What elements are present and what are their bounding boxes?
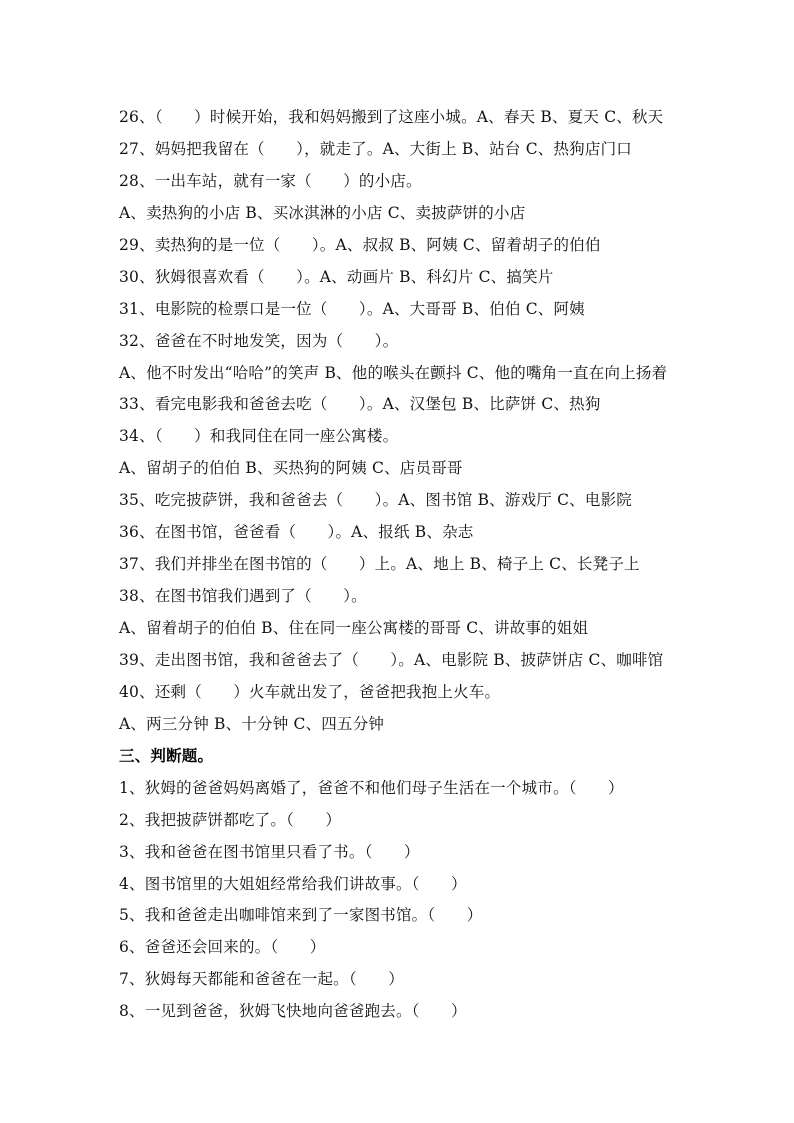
judgment-2: 2、我把披萨饼都吃了。（ ） (119, 810, 342, 829)
worksheet-content (119, 102, 719, 1028)
question-37: 37、我们并排坐在图书馆的（ ）上。A、地上 B、椅子上 C、长凳子上 (119, 555, 640, 574)
question-28-options: A、卖热狗的小店 B、买冰淇淋的小店 C、卖披萨饼的小店 (119, 203, 526, 222)
question-39: 39、走出图书馆，我和爸爸去了（ ）。A、电影院 B、披萨饼店 C、咖啡馆 (119, 650, 664, 669)
question-27: 27、妈妈把我留在（ ），就走了。A、大街上 B、站台 C、热狗店门口 (119, 139, 632, 158)
question-34-options: A、留胡子的伯伯 B、买热狗的阿姨 C、店员哥哥 (119, 459, 463, 478)
question-35: 35、吃完披萨饼，我和爸爸去（ ）。A、图书馆 B、游戏厅 C、电影院 (119, 491, 632, 510)
judgment-6: 6、爸爸还会回来的。（ ） (119, 938, 326, 957)
question-38-options: A、留着胡子的伯伯 B、住在同一座公寓楼的哥哥 C、讲故事的姐姐 (119, 619, 589, 637)
question-38: 38、在图书馆我们遇到了（ ）。 (119, 587, 367, 606)
judgment-8: 8、一见到爸爸，狄姆飞快地向爸爸跑去。（ ） (119, 1002, 467, 1021)
judgment-4: 4、图书馆里的大姐姐经常给我们讲故事。（ ） (119, 874, 467, 893)
judgment-1: 1、狄姆的爸爸妈妈离婚了，爸爸不和他们母子生活在一个城市。（ ） (119, 778, 624, 797)
judgment-7: 7、狄姆每天都能和爸爸在一起。（ ） (119, 970, 404, 989)
section-heading: 三、判断题。 (119, 746, 214, 765)
question-26: 26、（ ）时候开始，我和妈妈搬到了这座小城。A、春天 B、夏天 C、秋天 (119, 108, 664, 126)
question-40: 40、还剩（ ）火车就出发了，爸爸把我抱上火车。 (119, 682, 501, 701)
question-30: 30、狄姆很喜欢看（ ）。A、动画片 B、科幻片 C、搞笑片 (119, 267, 554, 286)
judgment-3: 3、我和爸爸在图书馆里只看了书。（ ） (119, 842, 420, 861)
question-33: 33、看完电影我和爸爸去吃（ ）。A、汉堡包 B、比萨饼 C、热狗 (119, 395, 601, 414)
question-36: 36、在图书馆，爸爸看（ ）。A、报纸 B、杂志 (119, 523, 474, 542)
question-31: 31、电影院的检票口是一位（ ）。A、大哥哥 B、伯伯 C、阿姨 (119, 299, 585, 318)
question-28: 28、一出车站，就有一家（ ）的小店。 (119, 171, 422, 190)
question-34: 34、（ ）和我同住在同一座公寓楼。 (119, 427, 399, 446)
question-40-options: A、两三分钟 B、十分钟 C、四五分钟 (119, 714, 385, 733)
judgment-5: 5、我和爸爸走出咖啡馆来到了一家图书馆。（ ） (119, 906, 483, 925)
question-32-options: A、他不时发出“哈哈”的笑声 B、他的喉头在颤抖 C、他的嘴角一直在向上扬着 (119, 363, 668, 382)
question-29: 29、卖热狗的是一位（ ）。A、叔叔 B、阿姨 C、留着胡子的伯伯 (119, 235, 601, 254)
question-32: 32、爸爸在不时地发笑，因为（ ）。 (119, 331, 399, 350)
